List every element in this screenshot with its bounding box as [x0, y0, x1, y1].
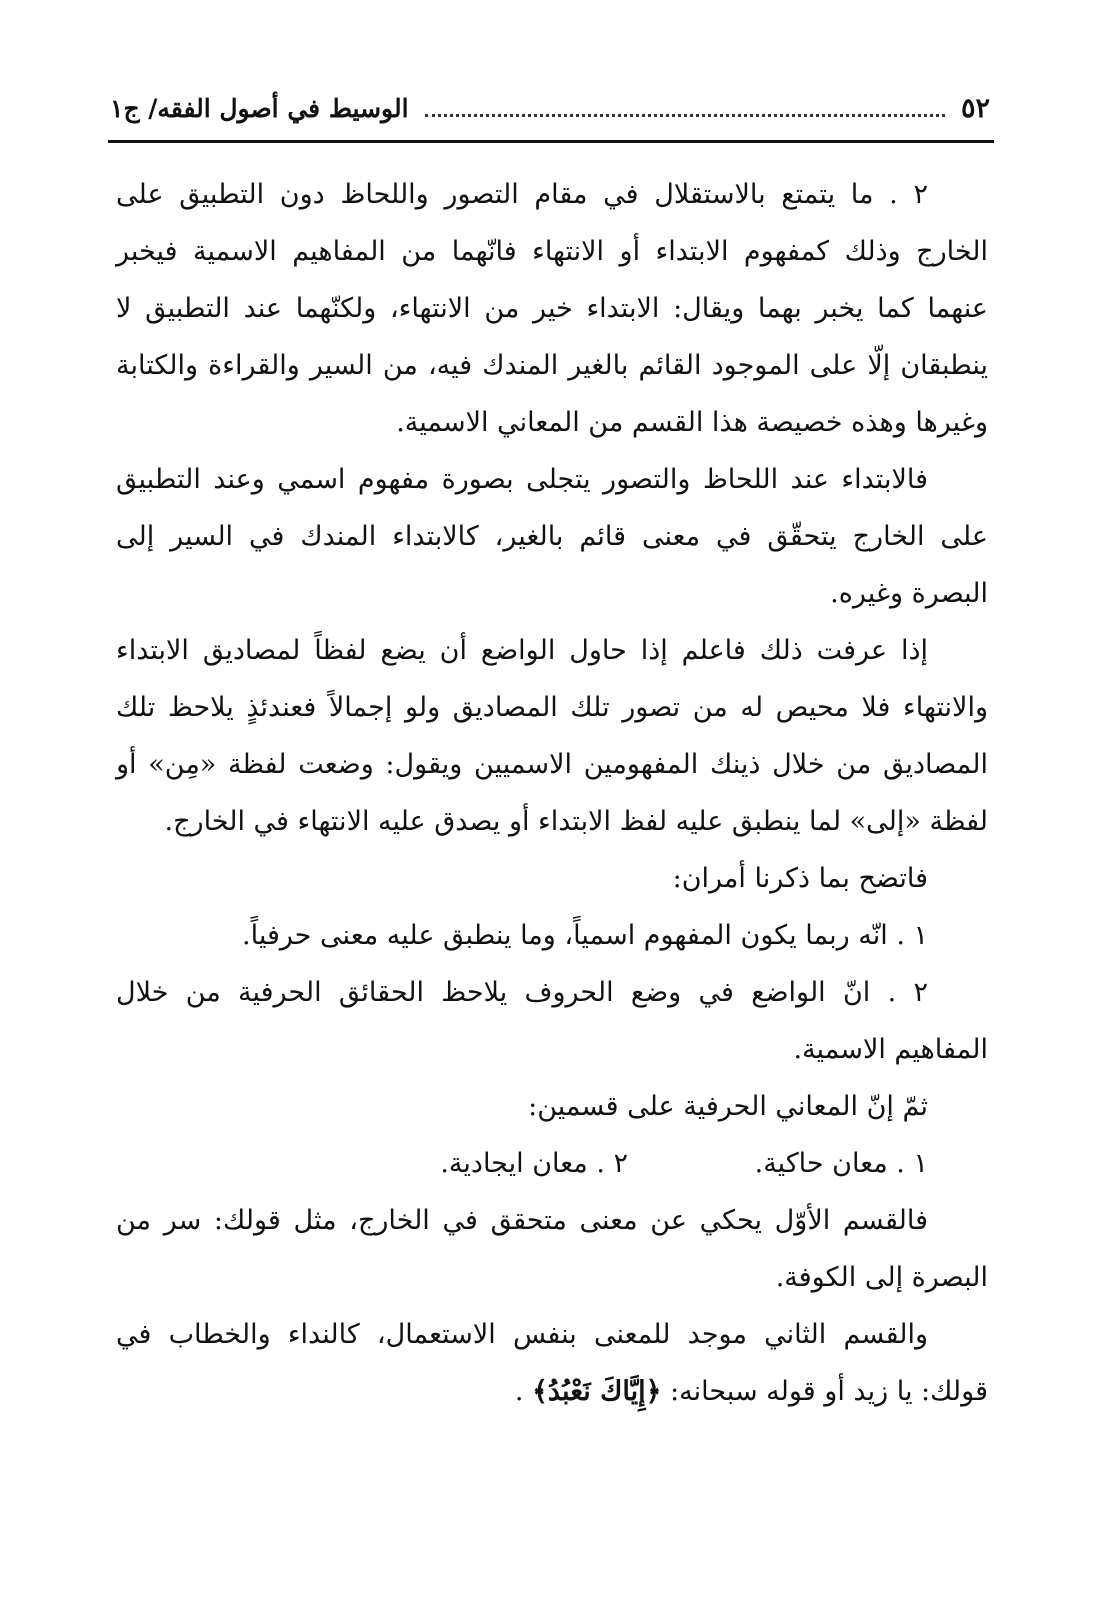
paragraph-ibtida-example: فالابتداء عند اللحاظ والتصور يتجلى بصورة مفهوم اسمي وعند التطبيق على الخارج يتحقّق في معنى قائم بالغير، كالابتداء المندك في السير إلى البصرة وغيره.: [116, 464, 988, 609]
quran-verse: ﴿إِيَّاكَ نَعْبُدُ﴾: [532, 1376, 662, 1407]
running-title: الوسيط في أصول الفقه/ ج١: [110, 94, 409, 123]
dotted-leader: [425, 104, 945, 117]
paragraph-wadi-procedure: إذا عرفت ذلك فاعلم إذا حاول الواضع أن يضع لفظاً لمصاديق الابتداء والانتهاء فلا محيص له من تصور تلك المصاديق ولو إجمالاً فعندئذٍ يلاحظ تلك المصاديق من خلال ذينك المفهومين الاسميين ويقول: وضعت لفظة «مِن» أو لفظة «إلى» لما ينطبق عليه لفظ الابتداء أو يصدق عليه الانتهاء في الخارج.: [116, 635, 988, 837]
header-rule: [108, 140, 994, 143]
conclusion-intro: فاتضح بما ذكرنا أمران:: [672, 863, 928, 894]
page-number: ٥٢: [960, 93, 990, 124]
division-item-2: ٢ . معان ايجادية.: [440, 1148, 628, 1179]
division-intro: ثمّ إنّ المعاني الحرفية على قسمين:: [528, 1091, 928, 1122]
conclusion-item-2: ٢ . انّ الواضع في وضع الحروف يلاحظ الحقائق الحرفية من خلال المفاهيم الاسمية.: [116, 977, 988, 1065]
paragraph-second-part: [116, 1306, 988, 1420]
page-body: [116, 166, 988, 1420]
conclusion-item-1: ١ . انّه ربما يكون المفهوم اسمياً، وما ينطبق عليه معنى حرفياً.: [242, 920, 928, 951]
second-part-text: والقسم الثاني موجد للمعنى بنفس الاستعمال، كالنداء والخطاب في قولك: يا زيد أو قوله سبحانه:: [116, 1319, 988, 1407]
paragraph-first-part: فالقسم الأوّل يحكي عن معنى متحقق في الخارج، مثل قولك: سر من البصرة إلى الكوفة.: [116, 1205, 988, 1293]
final-period: .: [514, 1376, 533, 1407]
running-header: [110, 86, 990, 126]
paragraph-second-category: ٢ . ما يتمتع بالاستقلال في مقام التصور واللحاظ دون التطبيق على الخارج وذلك كمفهوم الابتداء أو الانتهاء فانّهما من المفاهيم الاسمية فيخبر عنهما كما يخبر بهما ويقال: الابتداء خير من الانتهاء، ولكنّهما عند التطبيق لا ينطبقان إلّا على الموجود القائم بالغير المندك فيه، من السير والقراءة والكتابة وغيرها وهذه خصيصة هذا القسم من المعاني الاسمية.: [116, 179, 988, 438]
division-item-1: ١ . معان حاكية.: [754, 1148, 928, 1179]
division-items: [116, 1135, 988, 1192]
